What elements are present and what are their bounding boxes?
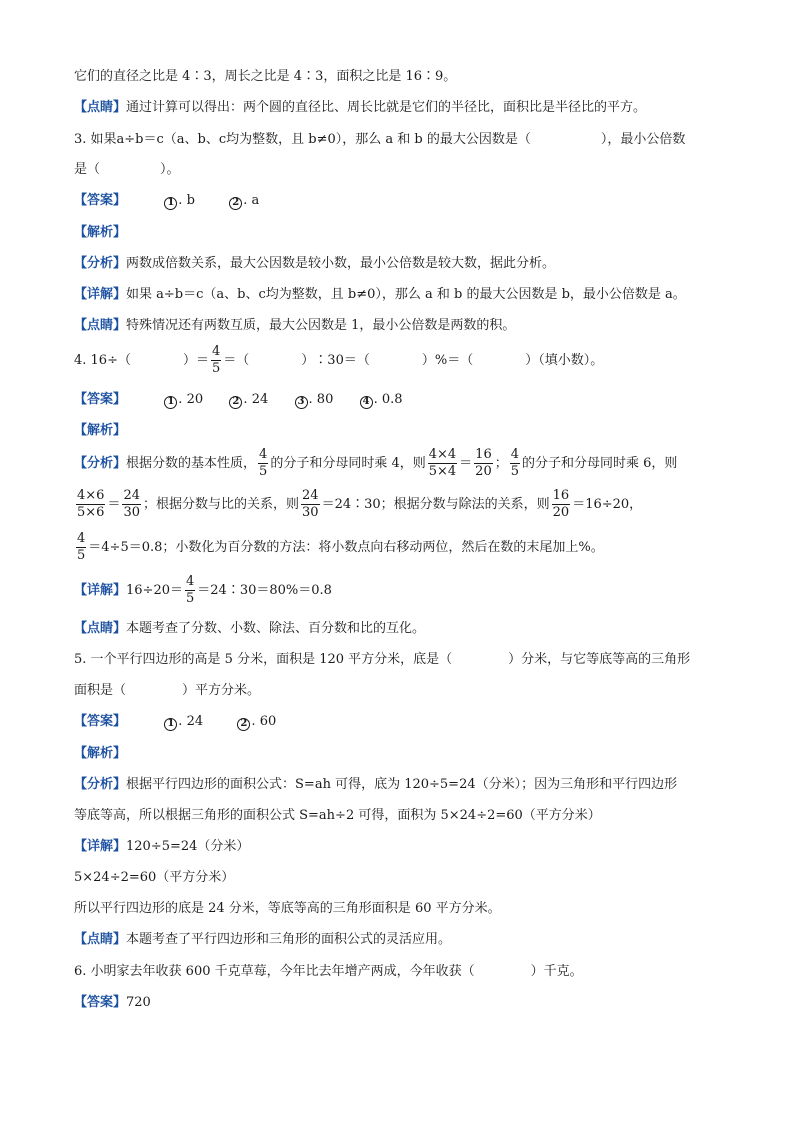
xiangjie-line: 【详解】16÷20＝ $\frac{4}{5}$ ＝24∶30＝80%＝0.8 <box>74 574 332 606</box>
fraction: $\frac{4}{5}$ <box>186 574 195 606</box>
answer-line: 【答案】720 <box>74 995 151 1010</box>
dianjing-line: 【点睛】本题考查了分数、小数、除法、百分数和比的互化。 <box>74 621 426 636</box>
xiangjie-line: 【详解】120÷5=24（分米） <box>74 839 250 854</box>
fenxi-line-3: $\frac{4}{5}$ ＝4÷5＝0.8；小数化为百分数的方法：将小数点向右移动两位，然后在数的末尾加上%。 <box>77 531 604 563</box>
answer-line: 【答案】 1 . 20 2 . 24 3 . 80 4 . 0.8 <box>74 392 403 407</box>
question-5-cont: 面积是（ ）平方分米。 <box>74 683 261 698</box>
question-4: 4. 16÷（ ）＝ $\frac{4}{5}$ ＝（ ）∶30＝（ ）%＝（ ）（填小数）。 <box>74 344 604 376</box>
question-5: 5. 一个平行四边形的高是 5 分米，面积是 120 平方分米，底是（ ）分米，与它等底等高的三角形 <box>74 652 691 667</box>
fraction: $\frac{4\times 6}{5\times 6}$ <box>77 488 105 520</box>
question-3-cont: 是（ ）。 <box>74 162 180 177</box>
answer-line: 【答案】 1 . b 2 . a <box>74 193 260 208</box>
circled-number-3: 3 <box>295 396 308 409</box>
dianjing-tag: 【点睛】 <box>74 100 127 115</box>
fraction: $\frac{24}{30}$ <box>123 488 140 520</box>
fraction: $\frac{4}{5}$ <box>77 531 86 563</box>
question-3: 3. 如果a÷b＝c（a、b、c均为整数，且 b≠0），那么 a 和 b 的最大公因数是（ ），最小公倍数 <box>74 132 686 147</box>
answer-line: 【答案】 1 . 24 2 . 60 <box>74 714 277 729</box>
fraction: $\frac{16}{20}$ <box>475 447 492 479</box>
circled-number-1: 1 <box>164 396 177 409</box>
dianjing-line: 【点睛】通过计算可以得出：两个圆的直径比、周长比就是它们的半径比，面积比是半径比的平方。 <box>74 100 647 115</box>
fenxi-line: 【分析】根据平行四边形的面积公式：S=ah 可得，底为 120÷5=24（分米）；因为三角形和平行四边形 <box>74 777 678 792</box>
circled-number-2: 2 <box>237 718 250 731</box>
circled-number-2: 2 <box>229 197 242 210</box>
fenxi-line: 【分析】两数成倍数关系，最大公因数是较小数，最小公倍数是较大数，据此分析。 <box>74 256 556 271</box>
fenxi-line: 【分析】根据分数的基本性质， $\frac{4}{5}$ 的分子和分母同时乘 4，则 $\frac{4\times 4}{5\times 4}$ ＝ $\frac{16}{20}$ ； $\frac{4}{5}$ 的分子和分母同时乘 6，则 <box>74 447 678 479</box>
fenxi-line-2: 等底等高，所以根据三角形的面积公式 S=ah÷2 可得，面积为 5×24÷2=60（平方分米） <box>74 808 601 823</box>
fraction: $\frac{4}{5}$ <box>259 447 268 479</box>
circled-number-1: 1 <box>164 718 177 731</box>
dianjing-line: 【点睛】特殊情况还有两数互质，最大公因数是 1，最小公倍数是两数的积。 <box>74 318 516 333</box>
circled-number-1: 1 <box>164 197 177 210</box>
circled-number-2: 2 <box>229 396 242 409</box>
fraction: $\frac{4}{5}$ <box>212 344 221 376</box>
xiangjie-line-2: 5×24÷2=60（平方分米） <box>74 870 235 885</box>
question-6: 6. 小明家去年收获 600 千克草莓，今年比去年增产两成，今年收获（ ）千克。 <box>74 964 583 979</box>
jiexi-line: 【解析】 <box>74 746 127 761</box>
xiangjie-line: 【详解】如果 a÷b＝c（a、b、c均为整数，且 b≠0），那么 a 和 b 的最大公因数是 b，最小公倍数是 a。 <box>74 287 686 302</box>
fraction: $\frac{4}{5}$ <box>510 447 520 479</box>
fraction: $\frac{4\times 4}{5\times 4}$ <box>428 447 457 479</box>
jiexi-line: 【解析】 <box>74 225 127 240</box>
fraction: $\frac{16}{20}$ <box>552 488 570 520</box>
xiangjie-line-3: 所以平行四边形的底是 24 分米，等底等高的三角形面积是 60 平方分米。 <box>74 901 501 916</box>
fraction: $\frac{24}{30}$ <box>302 488 319 520</box>
answer-tag: 【答案】 <box>74 193 127 208</box>
jiexi-line: 【解析】 <box>74 423 127 438</box>
circled-number-4: 4 <box>360 396 373 409</box>
fenxi-line-2: $\frac{4\times 6}{5\times 6}$ ＝ $\frac{24}{30}$ ；根据分数与比的关系，则 $\frac{24}{30}$ ＝24∶30；根据分数与除法的关系，则 $\frac{16}{20}$ ＝16÷20， <box>77 488 643 520</box>
dianjing-line: 【点睛】本题考查了平行四边形和三角形的面积公式的灵活应用。 <box>74 932 452 947</box>
text-line: 它们的直径之比是 4∶3，周长之比是 4∶3，面积之比是 16∶9。 <box>74 69 457 84</box>
